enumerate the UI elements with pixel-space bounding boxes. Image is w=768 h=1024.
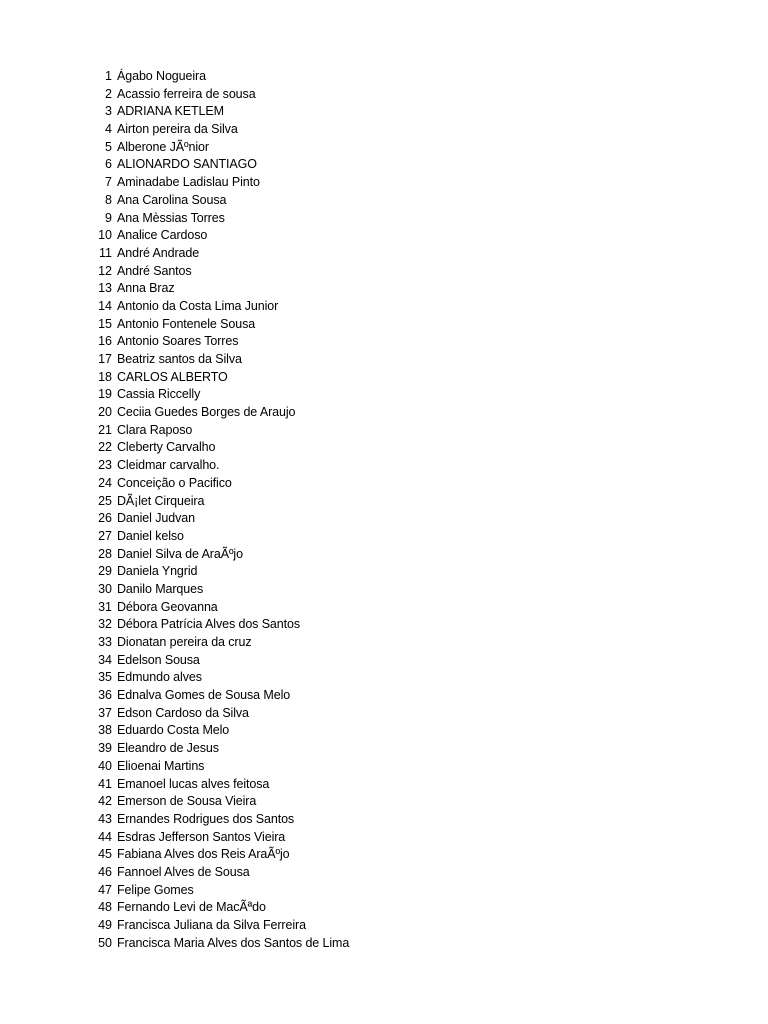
list-item xyxy=(80,705,680,723)
list-item xyxy=(80,103,680,121)
person-name: Fernando Levi de MacÃªdo xyxy=(117,900,266,915)
row-number: 17 xyxy=(98,352,112,366)
row-number: 7 xyxy=(105,175,112,190)
person-name: Alberone JÃºnior xyxy=(117,139,209,154)
list-item xyxy=(80,333,680,351)
person-name: Francisca Juliana da Silva Ferreira xyxy=(117,918,306,932)
row-number: 32 xyxy=(98,617,112,632)
list-item xyxy=(80,493,680,511)
list-item xyxy=(80,404,680,422)
row-number: 31 xyxy=(98,599,112,614)
person-name: Daniel Judvan xyxy=(117,511,195,526)
row-number: 12 xyxy=(98,263,112,278)
person-name: Eduardo Costa Melo xyxy=(117,723,230,738)
person-name: Edson Cardoso da Silva xyxy=(117,705,249,720)
list-item xyxy=(80,227,680,245)
list-item xyxy=(80,669,680,687)
row-number: 25 xyxy=(98,493,112,508)
list-item xyxy=(80,793,680,811)
person-name: Emanoel lucas alves feitosa xyxy=(117,776,270,791)
list-item xyxy=(80,829,680,847)
list-item xyxy=(80,740,680,758)
row-number: 46 xyxy=(98,864,112,879)
person-name: Antonio da Costa Lima Junior xyxy=(117,298,279,313)
person-name: Ana Mèssias Torres xyxy=(117,210,225,225)
person-name: Ágabo Nogueira xyxy=(117,69,206,83)
person-name: Cleberty Carvalho xyxy=(117,440,216,455)
row-number: 14 xyxy=(98,298,112,313)
person-name: CARLOS ALBERTO xyxy=(117,369,228,384)
person-name: Antonio Fontenele Sousa xyxy=(117,316,256,331)
list-item xyxy=(80,882,680,900)
list-item xyxy=(80,475,680,493)
list-item xyxy=(80,776,680,794)
list-item xyxy=(80,581,680,599)
row-number: 21 xyxy=(98,422,112,437)
row-number: 13 xyxy=(98,281,112,296)
person-name: Débora Patrícia Alves dos Santos xyxy=(117,617,301,632)
list-item xyxy=(80,245,680,263)
person-name: Ana Carolina Sousa xyxy=(117,192,227,207)
person-name: Cassia Riccelly xyxy=(117,387,201,402)
row-number: 28 xyxy=(98,546,112,561)
row-number: 23 xyxy=(98,458,112,473)
person-name: Fabiana Alves dos Reis AraÃºjo xyxy=(117,847,290,862)
person-name: DÃ¡let Cirqueira xyxy=(117,493,205,508)
row-number: 10 xyxy=(98,228,112,243)
row-number: 24 xyxy=(98,475,112,490)
row-number: 44 xyxy=(98,829,112,844)
person-name: Francisca Maria Alves dos Santos de Lima xyxy=(117,935,350,950)
row-number: 35 xyxy=(98,670,112,685)
row-number: 26 xyxy=(98,511,112,526)
person-name: Antonio Soares Torres xyxy=(117,334,239,349)
row-number: 33 xyxy=(98,635,112,649)
person-name: Acassio ferreira de sousa xyxy=(117,86,256,101)
row-number: 6 xyxy=(105,157,112,172)
row-number: 50 xyxy=(98,935,112,950)
row-number: 22 xyxy=(98,440,112,455)
row-number: 2 xyxy=(105,86,112,101)
list-item xyxy=(80,68,680,86)
list-item xyxy=(80,422,680,440)
list-item xyxy=(80,192,680,210)
list-item xyxy=(80,846,680,864)
row-number: 19 xyxy=(98,387,112,402)
person-name: Esdras Jefferson Santos Vieira xyxy=(117,829,286,844)
person-name: André Andrade xyxy=(117,245,200,260)
list-item xyxy=(80,263,680,281)
row-number: 39 xyxy=(98,741,112,756)
list-item xyxy=(80,86,680,104)
list-item xyxy=(80,616,680,634)
list-item xyxy=(80,687,680,705)
list-item xyxy=(80,722,680,740)
list-item xyxy=(80,369,680,387)
row-number: 37 xyxy=(98,705,112,720)
person-name: Beatriz santos da Silva xyxy=(117,352,242,366)
person-name: Edmundo alves xyxy=(117,670,202,685)
person-name: Conceição o Pacifico xyxy=(117,475,232,490)
row-number: 36 xyxy=(98,688,112,703)
row-number: 1 xyxy=(105,69,112,83)
row-number: 38 xyxy=(98,723,112,738)
person-name: Dionatan pereira da cruz xyxy=(117,635,252,649)
list-item xyxy=(80,280,680,298)
person-name: Anna Braz xyxy=(117,281,175,296)
row-number: 15 xyxy=(98,316,112,331)
list-item xyxy=(80,899,680,917)
person-name: Daniela Yngrid xyxy=(117,564,198,579)
person-name: Clara Raposo xyxy=(117,422,193,437)
list-item xyxy=(80,351,680,369)
row-number: 48 xyxy=(98,900,112,915)
person-name: Felipe Gomes xyxy=(117,882,194,897)
row-number: 29 xyxy=(98,564,112,579)
person-name: Daniel Silva de AraÃºjo xyxy=(117,546,243,561)
list-item xyxy=(80,599,680,617)
list-item xyxy=(80,298,680,316)
row-number: 41 xyxy=(98,776,112,791)
row-number: 47 xyxy=(98,882,112,897)
person-name: Airton pereira da Silva xyxy=(117,122,238,137)
list-item xyxy=(80,935,680,953)
name-list xyxy=(80,68,680,952)
list-item xyxy=(80,210,680,228)
list-item xyxy=(80,917,680,935)
list-item xyxy=(80,457,680,475)
person-name: Débora Geovanna xyxy=(117,599,218,614)
list-item xyxy=(80,174,680,192)
list-item xyxy=(80,386,680,404)
row-number: 40 xyxy=(98,758,112,773)
person-name: Danilo Marques xyxy=(117,581,204,596)
person-name: Ernandes Rodrigues dos Santos xyxy=(117,811,295,826)
person-name: Emerson de Sousa Vieira xyxy=(117,794,257,809)
row-number: 9 xyxy=(105,210,112,225)
row-number: 34 xyxy=(98,652,112,667)
person-name: Daniel kelso xyxy=(117,528,184,543)
row-number: 30 xyxy=(98,581,112,596)
person-name: Ceciia Guedes Borges de Araujo xyxy=(117,405,296,420)
person-name: ADRIANA KETLEM xyxy=(117,104,224,119)
row-number: 42 xyxy=(98,794,112,809)
row-number: 20 xyxy=(98,405,112,420)
person-name: Elioenai Martins xyxy=(117,758,205,773)
list-item xyxy=(80,864,680,882)
row-number: 43 xyxy=(98,811,112,826)
row-number: 3 xyxy=(105,104,112,119)
row-number: 18 xyxy=(98,369,112,384)
list-item xyxy=(80,510,680,528)
list-item xyxy=(80,563,680,581)
list-item xyxy=(80,439,680,457)
list-item xyxy=(80,139,680,157)
person-name: Fannoel Alves de Sousa xyxy=(117,864,250,879)
row-number: 16 xyxy=(98,334,112,349)
row-number: 4 xyxy=(105,122,112,137)
person-name: ALIONARDO SANTIAGO xyxy=(117,157,257,172)
row-number: 45 xyxy=(98,847,112,862)
list-item xyxy=(80,634,680,652)
row-number: 8 xyxy=(105,192,112,207)
row-number: 5 xyxy=(105,139,112,154)
person-name: Eleandro de Jesus xyxy=(117,741,219,756)
list-item xyxy=(80,546,680,564)
list-item xyxy=(80,758,680,776)
person-name: Ednalva Gomes de Sousa Melo xyxy=(117,688,291,703)
row-number: 49 xyxy=(98,918,112,932)
list-item xyxy=(80,652,680,670)
list-item xyxy=(80,811,680,829)
person-name: Edelson Sousa xyxy=(117,652,200,667)
list-item xyxy=(80,528,680,546)
row-number: 11 xyxy=(99,245,112,260)
list-item xyxy=(80,156,680,174)
row-number: 27 xyxy=(98,528,112,543)
person-name: Aminadabe Ladislau Pinto xyxy=(117,175,260,190)
person-name: Analice Cardoso xyxy=(117,228,208,243)
person-name: Cleidmar carvalho. xyxy=(117,458,220,473)
person-name: André Santos xyxy=(117,263,192,278)
list-item xyxy=(80,316,680,334)
list-item xyxy=(80,121,680,139)
